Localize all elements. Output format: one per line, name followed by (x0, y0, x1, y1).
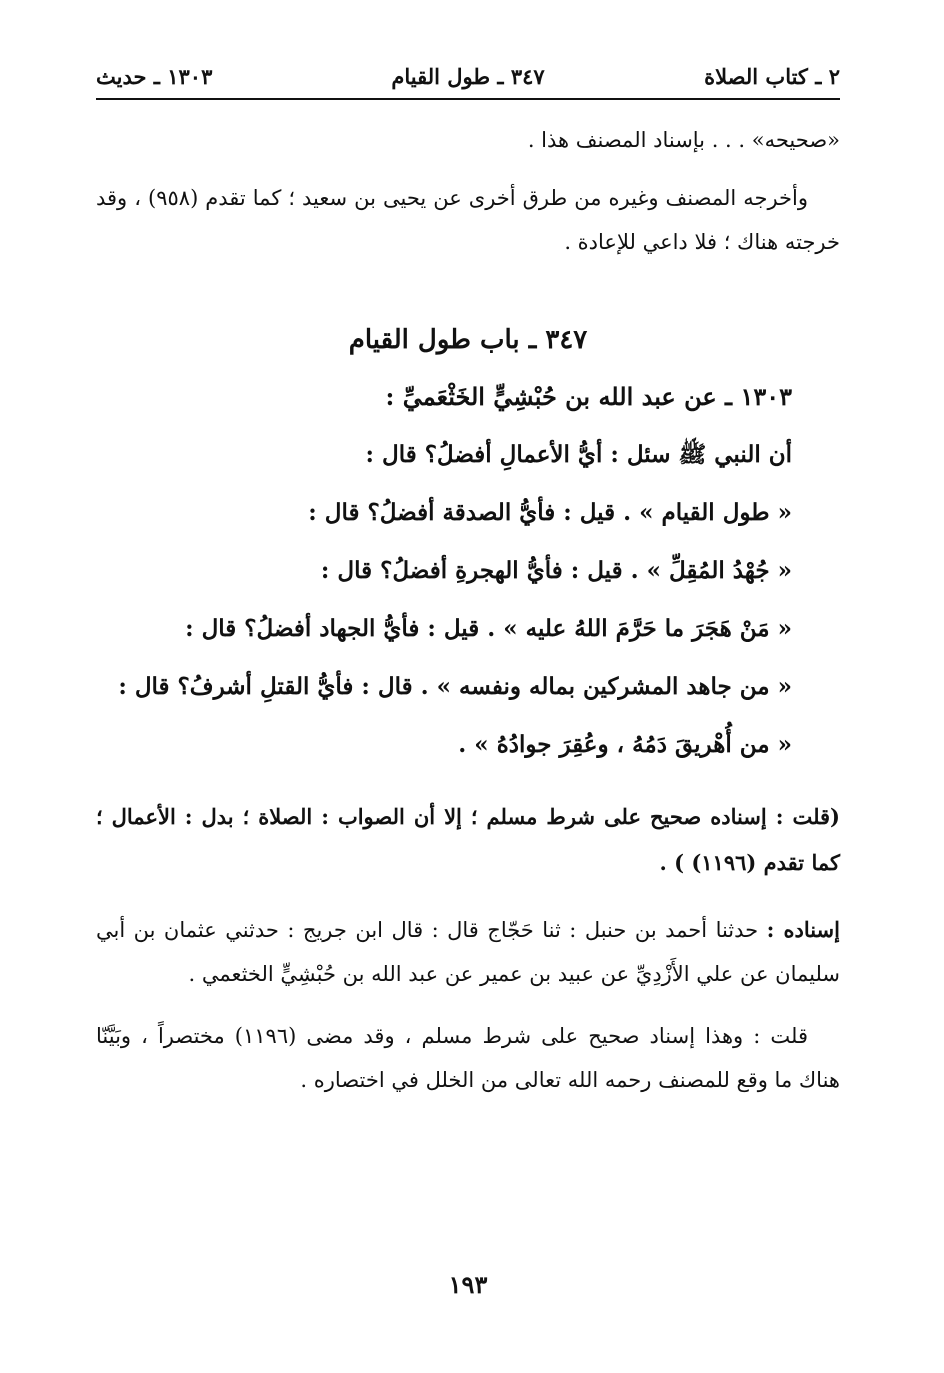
isnad-text: حدثنا أحمد بن حنبل : ثنا حَجّاج قال : قال ابن جريج : حدثني عثمان بن أبي سليمان عن علي الأَزْدِيِّ عن عبيد بن عمير عن عبد الله بن حُبْشِيٍّ الخثعمي . (96, 918, 840, 986)
intro-continuation: «صحيحه» . . . بإسناد المصنف هذا . (527, 128, 840, 152)
chapter-title: ٣٤٧ ـ باب طول القيام (348, 325, 588, 355)
running-header (96, 64, 840, 96)
isnad-paragraph (96, 908, 840, 996)
hadith-line: أن النبي ﷺ سئل : أيُّ الأعمالِ أفضلُ؟ قال : (365, 441, 792, 468)
hadith-line: « من أُهْريقَ دَمُهُ ، وعُقِرَ جوادُهُ » . (458, 731, 792, 758)
header-divider (96, 98, 840, 100)
conclusion-paragraph: قلت : وهذا إسناد صحيح على شرط مسلم ، وقد مضى (١١٩٦) مختصراً ، وبَيَّنّا هناك ما وقع للمصنف رحمه الله تعالى من الخلل في اختصاره . (96, 1024, 840, 1092)
header-chapter-title: ٣٤٧ ـ طول القيام (391, 64, 545, 89)
hadith-line: « طول القيام » . قيل : فأيُّ الصدقة أفضلُ؟ قال : (308, 499, 792, 526)
hadith-line: « جُهْدُ المُقِلِّ » . قيل : فأيُّ الهجرةِ أفضلُ؟ قال : (320, 557, 792, 584)
page-body (96, 118, 840, 1102)
intro-paragraph: وأخرجه المصنف وغيره من طرق أخرى عن يحيى بن سعيد ؛ كما تقدم (٩٥٨) ، وقد خرجته هناك ؛ فلا داعي للإعادة . (96, 186, 840, 254)
header-hadith-number: ١٣٠٣ ـ حديث (96, 64, 213, 89)
editor-note: (قلت : إسناده صحيح على شرط مسلم ؛ إلا أن الصواب : الصلاة ؛ بدل : الأعمال ؛ كما تقدم (١١٩٦) ) . (96, 804, 840, 875)
hadith-line: « مَنْ هَجَرَ ما حَرَّمَ اللهُ عليه » . قيل : فأيُّ الجهاد أفضلُ؟ قال : (185, 615, 792, 642)
header-book-title: ٢ ـ كتاب الصلاة (704, 64, 840, 89)
hadith-heading: ١٣٠٣ ـ عن عبد الله بن حُبْشِيٍّ الخَثْعَميِّ : (385, 382, 792, 411)
hadith-text (96, 426, 840, 774)
hadith-line: « من جاهد المشركين بماله ونفسه » . قال : فأيُّ القتلِ أشرفُ؟ قال : (118, 673, 792, 700)
isnad-label: إسناده : (766, 917, 840, 942)
page-number: ١٩٣ (448, 1270, 488, 1299)
book-page (96, 0, 840, 1373)
